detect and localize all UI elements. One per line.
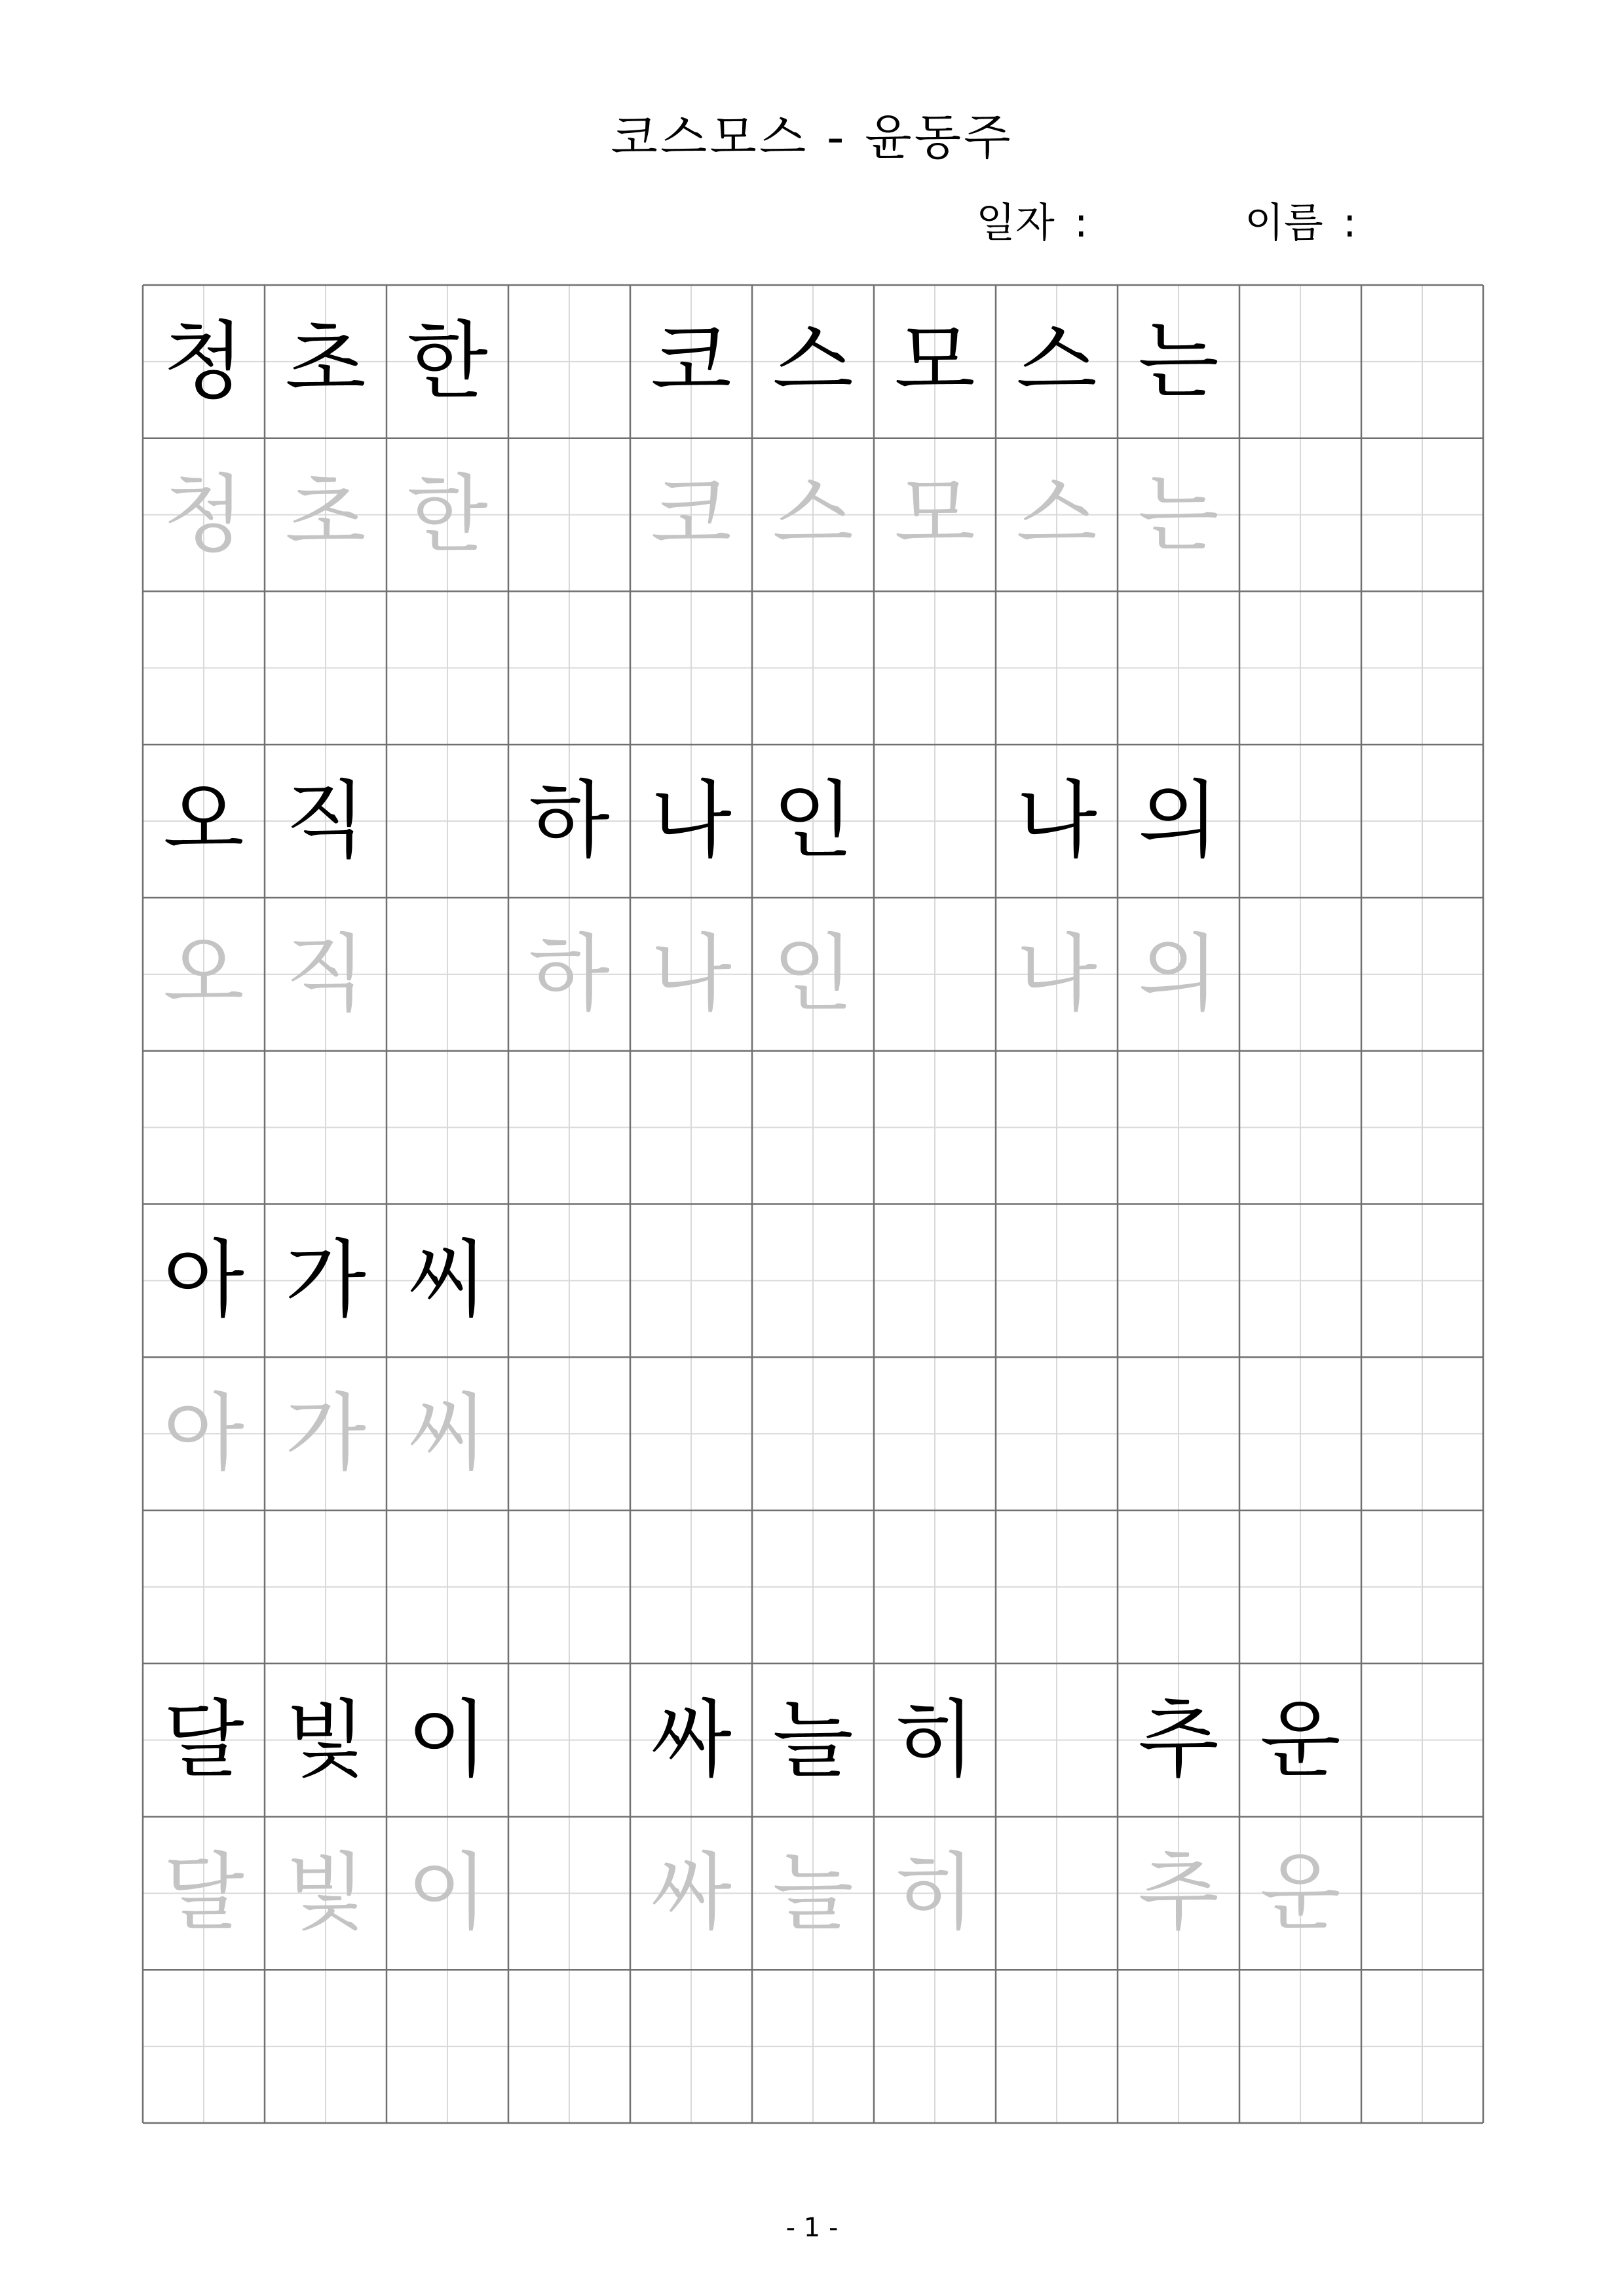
model-character: 나 bbox=[1016, 772, 1097, 870]
model-character: 하 bbox=[529, 772, 610, 870]
model-character: 직 bbox=[285, 772, 366, 870]
trace-character: 빛 bbox=[285, 1844, 366, 1942]
model-character: 스 bbox=[1016, 312, 1097, 410]
model-character: 인 bbox=[772, 772, 854, 870]
model-character: 모 bbox=[894, 312, 975, 410]
trace-character: 스 bbox=[1016, 465, 1097, 564]
practice-grid bbox=[143, 285, 1483, 2123]
trace-character: 오 bbox=[163, 925, 244, 1023]
page-number: - 1 - bbox=[785, 2213, 839, 2243]
trace-character: 운 bbox=[1260, 1844, 1341, 1942]
trace-character: 싸 bbox=[651, 1844, 732, 1942]
model-character: 한 bbox=[407, 312, 488, 410]
trace-character: 초 bbox=[285, 465, 366, 564]
model-character: 운 bbox=[1260, 1691, 1341, 1789]
model-character: 달 bbox=[163, 1691, 244, 1789]
model-character: 이 bbox=[407, 1691, 488, 1789]
trace-character: 추 bbox=[1138, 1844, 1219, 1942]
trace-character: 아 bbox=[163, 1385, 244, 1483]
trace-character: 인 bbox=[772, 925, 854, 1023]
trace-character: 나 bbox=[651, 925, 732, 1023]
trace-character: 이 bbox=[407, 1844, 488, 1942]
model-character: 는 bbox=[1138, 312, 1219, 410]
model-character: 아 bbox=[163, 1231, 244, 1330]
trace-character: 의 bbox=[1138, 925, 1219, 1023]
trace-character: 달 bbox=[163, 1844, 244, 1942]
trace-character: 가 bbox=[285, 1385, 366, 1483]
model-character: 나 bbox=[651, 772, 732, 870]
trace-character: 모 bbox=[894, 465, 975, 564]
model-character: 씨 bbox=[407, 1231, 488, 1330]
name-field bbox=[1245, 197, 1357, 249]
trace-character: 코 bbox=[651, 465, 732, 564]
trace-character: 스 bbox=[772, 465, 854, 564]
model-character: 추 bbox=[1138, 1691, 1219, 1789]
model-character: 의 bbox=[1138, 772, 1219, 870]
trace-character: 직 bbox=[285, 925, 366, 1023]
model-character: 늘 bbox=[772, 1691, 854, 1789]
page-title: 코스모스 - 윤동주 bbox=[611, 109, 1013, 166]
trace-character: 하 bbox=[529, 925, 610, 1023]
model-character: 코 bbox=[651, 312, 732, 410]
trace-character: 청 bbox=[163, 465, 244, 564]
trace-character: 나 bbox=[1016, 925, 1097, 1023]
name-colon: : bbox=[1342, 199, 1357, 246]
model-character: 스 bbox=[772, 312, 854, 410]
trace-character: 늘 bbox=[772, 1844, 854, 1942]
trace-character: 히 bbox=[894, 1844, 975, 1942]
name-label: 이름 bbox=[1245, 199, 1323, 246]
model-character: 빛 bbox=[285, 1691, 366, 1789]
date-field bbox=[976, 197, 1088, 249]
model-character: 싸 bbox=[651, 1691, 732, 1789]
model-character: 오 bbox=[163, 772, 244, 870]
trace-character: 한 bbox=[407, 465, 488, 564]
model-character: 히 bbox=[894, 1691, 975, 1789]
model-character: 청 bbox=[163, 312, 244, 410]
date-colon: : bbox=[1074, 199, 1088, 246]
model-character: 초 bbox=[285, 312, 366, 410]
model-character: 가 bbox=[285, 1231, 366, 1330]
trace-character: 는 bbox=[1138, 465, 1219, 564]
date-label: 일자 bbox=[976, 199, 1055, 246]
trace-character: 씨 bbox=[407, 1385, 488, 1483]
